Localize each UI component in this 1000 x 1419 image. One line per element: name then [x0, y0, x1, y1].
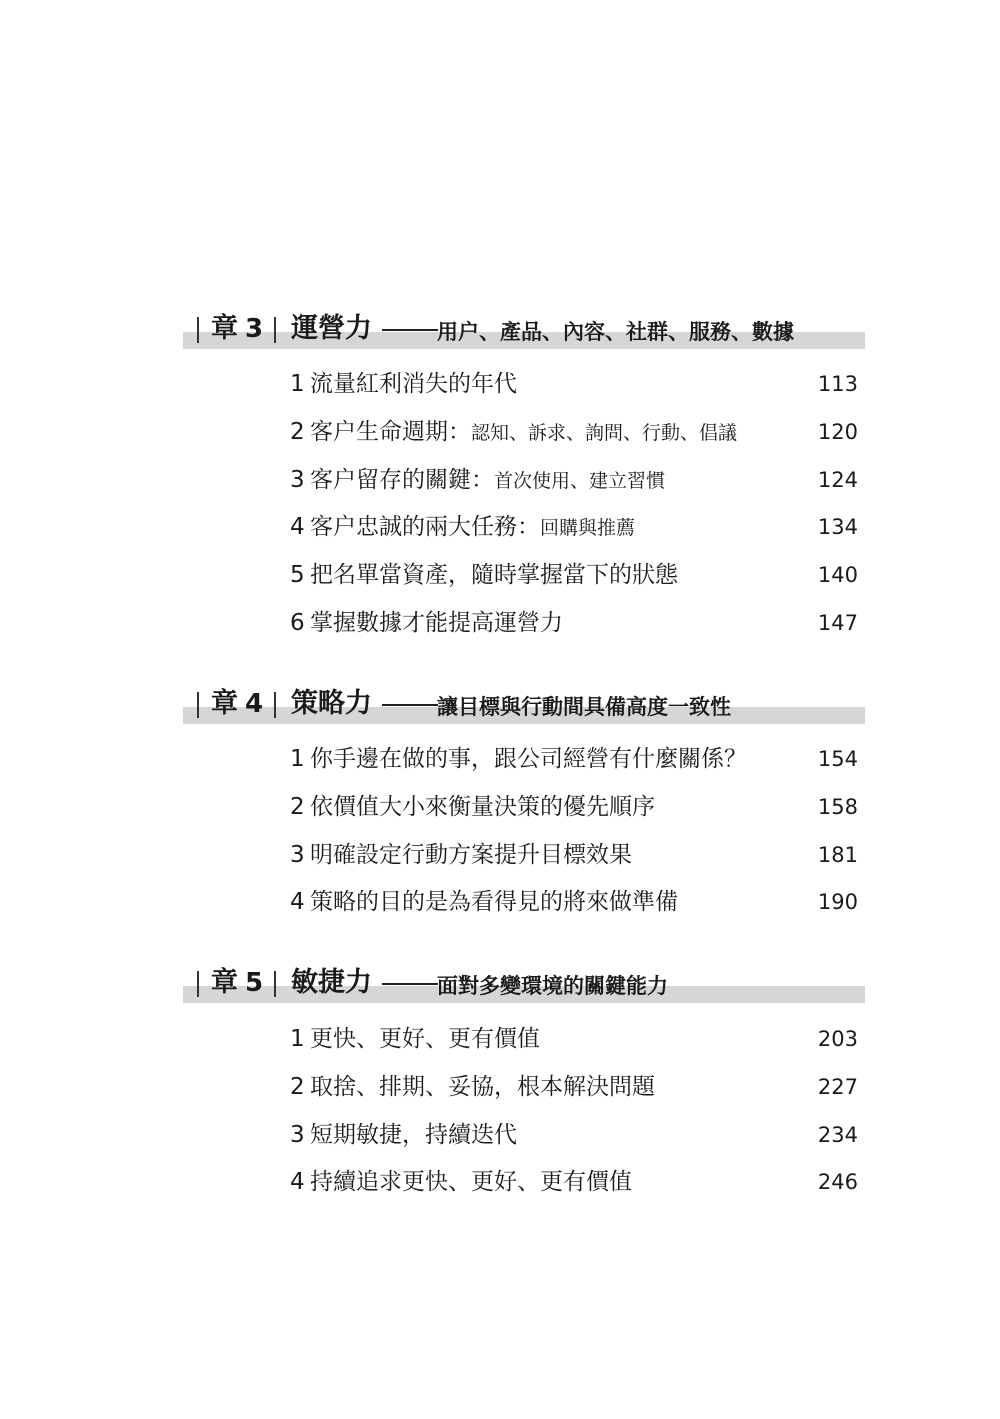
entry-title: 取捨、排期、妥協，根本解決問題: [310, 1074, 655, 1100]
divider: [274, 317, 276, 343]
chapter-header: [183, 964, 865, 1004]
divider: [197, 317, 199, 343]
toc-entry[interactable]: [0, 1022, 1000, 1056]
toc-entry[interactable]: [0, 463, 1000, 497]
entry-number: 1: [290, 371, 305, 397]
chapter-title: 敏捷力: [291, 967, 372, 998]
entry-number: 4: [290, 1169, 305, 1195]
toc-entry[interactable]: [0, 1165, 1000, 1199]
entry-title: 更快、更好、更有價值: [310, 1026, 540, 1052]
entry-title: 策略的目的是為看得見的將來做準備: [310, 889, 678, 915]
entry-title: 掌握數據才能提高運營力: [310, 610, 563, 636]
entry-page: 120: [817, 420, 858, 444]
entry-page: 190: [817, 890, 858, 914]
toc-entry[interactable]: [0, 606, 1000, 640]
entry-title: 明確設定行動方案提升目標效果: [310, 842, 632, 868]
entry-title: 客户忠誠的兩大任務：回購與推薦: [310, 514, 636, 540]
divider: [274, 971, 276, 997]
entry-page: 234: [817, 1123, 858, 1147]
chapter-title: 策略力: [291, 688, 372, 719]
toc-entry[interactable]: [0, 510, 1000, 544]
entry-page: 158: [817, 795, 858, 819]
entry-page: 113: [817, 372, 858, 396]
toc-entry[interactable]: [0, 367, 1000, 401]
title-dash: [382, 704, 438, 706]
toc-entry[interactable]: [0, 790, 1000, 824]
entry-number: 4: [290, 889, 305, 915]
entry-page: 227: [817, 1075, 858, 1099]
entry-title: 短期敏捷，持續迭代: [310, 1122, 517, 1148]
entry-title: 客户留存的關鍵：首次使用、建立習慣: [310, 467, 666, 493]
entry-page: 147: [817, 611, 858, 635]
chapter-header: [183, 310, 865, 350]
entry-number: 6: [290, 610, 305, 636]
entry-number: 4: [290, 514, 305, 540]
chapter-number: 4: [245, 689, 264, 719]
entry-number: 1: [290, 1026, 305, 1052]
divider: [197, 971, 199, 997]
divider: [197, 692, 199, 718]
entry-number: 5: [290, 562, 305, 588]
entry-number: 2: [290, 1074, 305, 1100]
entry-number: 1: [290, 746, 305, 772]
toc-entry[interactable]: [0, 838, 1000, 872]
entry-page: 154: [817, 747, 858, 771]
chapter-title: 運營力: [291, 313, 372, 344]
entry-number: 3: [290, 842, 305, 868]
entry-title: 把名單當資產，隨時掌握當下的狀態: [310, 562, 678, 588]
entry-number: 2: [290, 419, 305, 445]
entry-page: 140: [817, 563, 858, 587]
entry-number: 2: [290, 794, 305, 820]
divider: [274, 692, 276, 718]
entry-page: 134: [817, 515, 858, 539]
entry-title: 流量紅利消失的年代: [310, 371, 517, 397]
title-dash: [382, 983, 438, 985]
chapter-label: 章: [211, 313, 238, 344]
entry-page: 203: [817, 1027, 858, 1051]
toc-entry[interactable]: [0, 558, 1000, 592]
chapter-subtitle: 用户、產品、內容、社群、服務、數據: [437, 320, 794, 344]
chapter-subtitle: 讓目標與行動間具備高度一致性: [437, 695, 731, 719]
title-dash: [382, 329, 438, 331]
toc-entry[interactable]: [0, 742, 1000, 776]
chapter-number: 3: [245, 314, 264, 344]
chapter-header: [183, 685, 865, 725]
entry-number: 3: [290, 467, 305, 493]
entry-title: 客户生命週期：認知、訴求、詢問、行動、倡議: [310, 419, 738, 445]
toc-entry[interactable]: [0, 1070, 1000, 1104]
entry-page: 181: [817, 843, 858, 867]
chapter-label: 章: [211, 967, 238, 998]
chapter-label: 章: [211, 688, 238, 719]
entry-title: 持續追求更快、更好、更有價值: [310, 1169, 632, 1195]
entry-title: 你手邊在做的事，跟公司經營有什麼關係？: [310, 746, 747, 772]
entry-page: 246: [817, 1170, 858, 1194]
toc-entry[interactable]: [0, 885, 1000, 919]
chapter-subtitle: 面對多變環境的關鍵能力: [437, 974, 668, 998]
toc-entry[interactable]: [0, 1118, 1000, 1152]
entry-title: 依價值大小來衡量決策的優先順序: [310, 794, 655, 820]
chapter-number: 5: [245, 968, 264, 998]
entry-number: 3: [290, 1122, 305, 1148]
entry-page: 124: [817, 468, 858, 492]
toc-entry[interactable]: [0, 415, 1000, 449]
